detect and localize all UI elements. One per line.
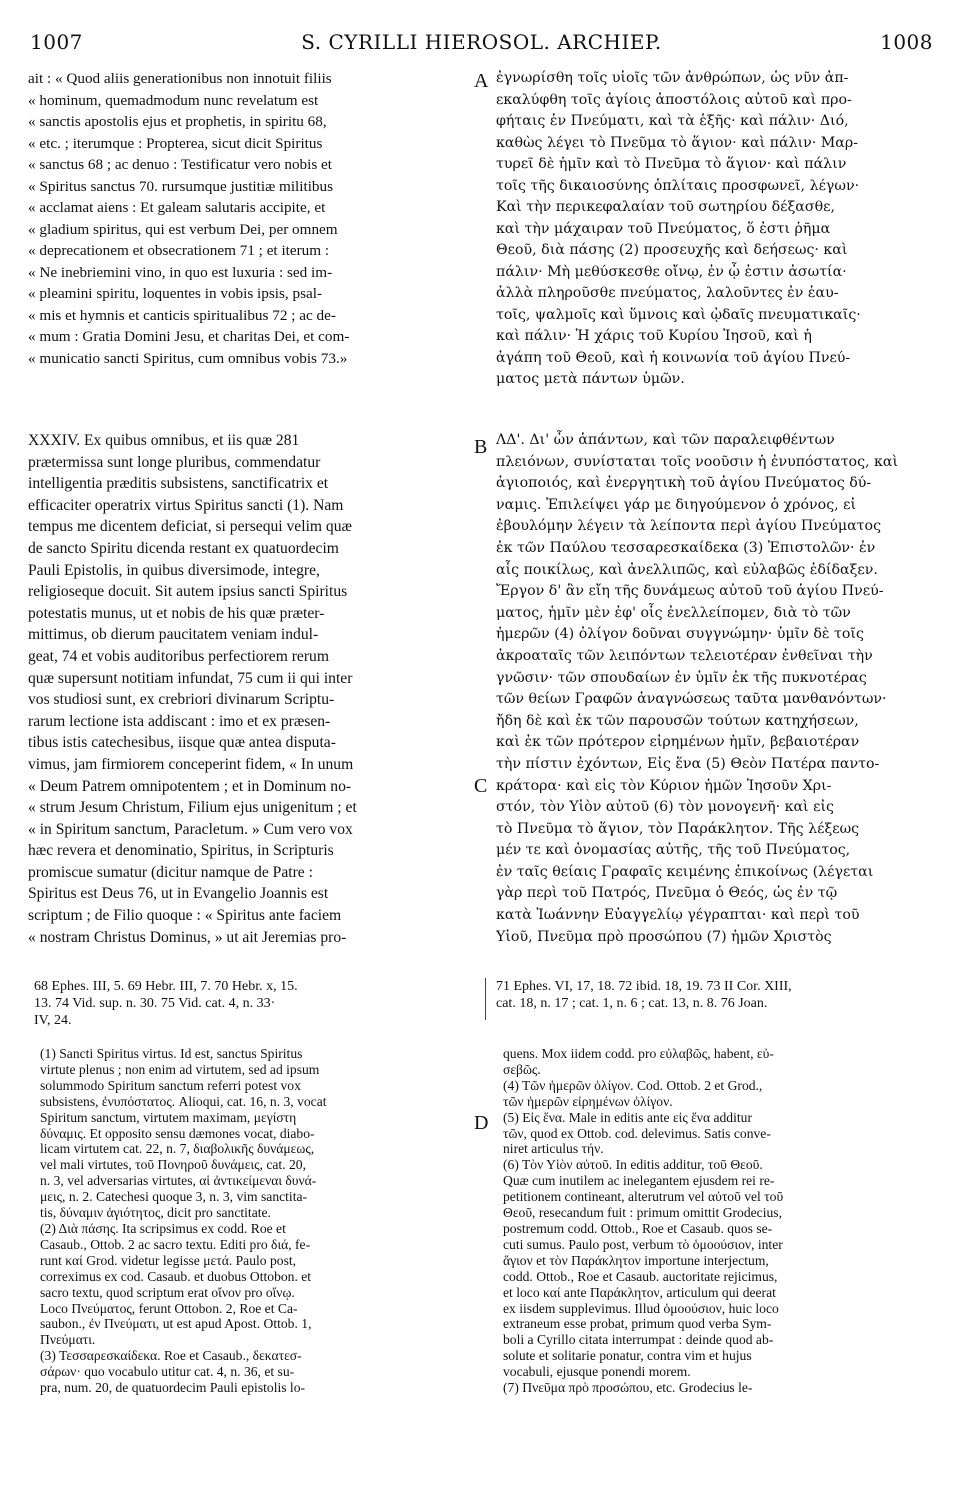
greek-column-top <box>496 68 936 391</box>
text-line: « mum : Gratia Domini Jesu, et charitas Dei, et com- <box>28 328 350 345</box>
text-line: « sanctis apostolis ejus et prophetis, in spiritu 68, <box>28 113 327 130</box>
text-line: μέν τε καὶ ὀνομασίας αὐτῆς, τῆς τοῦ Πνεύματος, <box>496 842 851 859</box>
text-line: καὶ πάλιν· Ἡ χάρις τοῦ Κυρίου Ἰησοῦ, καὶ ἡ <box>496 328 812 344</box>
footnote-line: correximus ex cod. Casaub. et duobus Ottobon. et <box>40 1268 312 1284</box>
text-line: ἐγνωρίσθη τοῖς υἱοῖς τῶν ἀνθρώπων, ὡς νῦν ἀπ- <box>496 70 849 86</box>
margin-letter-a: A <box>474 70 489 92</box>
text-line: τὴν πίστιν ἐχόντων, Εἰς ἕνα (5) Θεὸν Πατέρα παντο- <box>496 755 880 772</box>
footnote-line: extraneum esse probat, primum quod verba Sym- <box>503 1316 772 1332</box>
reference-line: IV, 24. <box>34 1013 72 1028</box>
reference-line: 13. 74 Vid. sup. n. 30. 75 Vid. cat. 4, n. 33· <box>34 996 276 1011</box>
text-line: XXXIV. Ex quibus omnibus, et iis quæ 281 <box>28 432 300 449</box>
footnote-line: niret articulus τήν. <box>503 1141 604 1157</box>
text-line: « sanctus 68 ; ac denuo : Testificatur vero nobis et <box>28 156 333 173</box>
footnote-line: vocabuli, ejusque ponendi morem. <box>503 1364 691 1380</box>
margin-letter-b: B <box>474 436 488 458</box>
footnote-line: petitionem contineant, alterutrum vel αὐτοῦ vel τοῦ <box>503 1189 784 1205</box>
text-line: « strum Jesum Christum, Filium ejus unigenitum ; et <box>28 799 357 817</box>
text-line: quæ supersunt notitiam infundat, 75 cum ii qui inter <box>28 669 353 687</box>
footnote-line: (1) Sancti Spiritus virtus. Id est, sanctus Spiritus <box>40 1046 303 1061</box>
text-line: « acclamat aiens : Et galeam salutaris accipite, et <box>28 199 326 216</box>
text-line: Pauli Epistolis, in quibus diversimode, integre, <box>28 561 320 579</box>
footnote-line: codd. Ottob., Roe et Casaub. auctoritate rejicimus, <box>503 1268 778 1284</box>
reference-line: cat. 18, n. 17 ; cat. 1, n. 6 ; cat. 13, n. 8. 76 Joan. <box>496 996 768 1011</box>
text-line: ματος, ἡμῖν μὲν ἐφ' οἷς ἐνελλείπομεν, διὰ τὸ τῶν <box>496 604 851 621</box>
footnote-line: et loco καί ante Παράκλητον, articulum qui deerat <box>503 1284 776 1300</box>
text-line: κατὰ Ἰωάννην Εὐαγγελίῳ γέγραπται· καὶ περὶ τοῦ <box>496 907 860 924</box>
text-line: ἁγιοποιός, καὶ ἐνεργητικὴ τοῦ ἁγίου Πνεύματος δύ- <box>496 475 872 492</box>
text-line: « mis et hymnis et canticis spiritualibus 72 ; ac de- <box>28 306 336 324</box>
text-line: promiscue sumatur (dicitur namque de Patre : <box>28 863 313 881</box>
margin-letter-d: D <box>474 1112 489 1134</box>
text-line: « etc. ; iterumque : Propterea, sicut dicit Spiritus <box>28 134 323 152</box>
text-line: Θεοῦ, διὰ πάσης (2) προσευχῆς καὶ δεήσεως· καὶ <box>496 242 848 258</box>
text-line: vos studiosi sunt, ex crebriori divinarum Scriptu- <box>28 691 335 709</box>
text-line: ait : « Quod aliis generationibus non innotuit filiis <box>28 70 332 87</box>
text-line: ἐβουλόμην λέγειν τὰ λείποντα περὶ ἁγίου Πνεύματος <box>496 518 882 535</box>
text-line: Ἔργον δ' ἂν εἴη τῆς δυνάμεως αὐτοῦ τοῦ ἁγίου Πνεύ- <box>496 583 884 600</box>
footnote-line: quens. Mox iidem codd. pro εὐλαβῶς, habent, εὐ- <box>503 1046 774 1061</box>
text-line: ἀλλὰ πληροῦσθε πνεύματος, λαλοῦντες ἐν ἑαυ- <box>496 285 839 301</box>
footnote-line: n. 3, vel adversarias virtutes, αἱ ἀντικείμεναι δυνά- <box>40 1173 317 1189</box>
text-line: Καὶ τὴν περικεφαλαίαν τοῦ σωτηρίου δέξασθε, <box>496 199 835 215</box>
text-line: prætermissa sunt longe pluribus, commendatur <box>28 453 321 471</box>
footnote-line: sacro textu, quod scriptum erat οἴνον pro οἴνῳ. <box>40 1284 295 1300</box>
footnote-line: licam virtutem cat. 22, n. 7, διαβολικῆς δυνάμεως, <box>40 1141 315 1157</box>
text-line: γνῶσιν· τῶν σπουδαίων ἐν ὑμῖν ἐκ τῆς πυκνοτέρας <box>496 669 867 686</box>
text-line: εκαλύφθη τοῖς ἁγίοις ἀποστόλοις αὐτοῦ καὶ προ- <box>496 91 852 108</box>
footnote-line: Casaub., Ottob. 2 ac sacro textu. Editi pro διά, fe- <box>40 1236 311 1252</box>
reference-line: 68 Ephes. III, 5. 69 Hebr. III, 7. 70 Hebr. x, 15. <box>34 979 298 994</box>
footnote-line: (2) Διὰ πάσης. Ita scripsimus ex codd. Roe et <box>40 1220 286 1236</box>
footnote-line: ex iisdem supplevimus. Illud ὁμοούσιον, huic loco <box>503 1300 779 1316</box>
text-line: Spiritus est Deus 76, ut in Evangelio Joannis est <box>28 885 329 903</box>
footnote-line: Spiritum sanctum, virtutem maximam, μεγίστη <box>40 1109 297 1125</box>
footnote-line: ἅγιον et τὸν Παράκλητον importune interjectum, <box>503 1252 769 1268</box>
page-number-right: 1008 <box>880 30 933 54</box>
footnote-line: τῶν ἡμερῶν εἰρημένων ὀλίγον. <box>503 1093 673 1109</box>
text-line: religioseque docuit. Sit autem ipsius sancti Spiritus <box>28 583 348 601</box>
footnote-line: (6) Τὸν Υἱὸν αὐτοῦ. In editis additur, τοῦ Θεοῦ. <box>503 1157 763 1173</box>
text-line: γὰρ περὶ τοῦ Πατρός, Πνεῦμα ὁ Θεός, ὡς ἐν τῷ <box>496 885 838 902</box>
footnote-line: δύναμις. Et opposito sensu dæmones vocat, diabo- <box>40 1125 315 1141</box>
text-line: στόν, τὸν Υἱὸν αὐτοῦ (6) τὸν μονογενῆ· καὶ εἰς <box>496 799 834 816</box>
text-line: τῶν θείων Γραφῶν ἀναγνώσεως ταῦτα μανθανόντων· <box>496 691 887 708</box>
text-line: τοῖς τῆς δικαιοσύνης ὁπλίταις προσφωνεῖ, λέγων· <box>496 177 860 194</box>
text-line: ἀγάπη τοῦ Θεοῦ, καὶ ἡ κοινωνία τοῦ ἁγίου Πνεύ- <box>496 349 851 366</box>
text-line: potestatis munus, ut et nobis de his quæ præter- <box>28 604 325 622</box>
latin-column-main <box>28 430 468 948</box>
footnote-line: Θεοῦ, resecandum fuit : primum omittit Grodecius, <box>503 1205 782 1221</box>
text-line: vimus, jam firmiorem conceperint fidem, « In unum <box>28 755 354 773</box>
text-line: mittimus, ob dierum paucitatem veniam indul- <box>28 626 319 644</box>
text-line: intelligentia præditis subsistens, sanctificatrix et <box>28 475 329 493</box>
text-line: tempus me dicentem deficiat, si persequi velim quæ <box>28 518 352 536</box>
page-number-left: 1007 <box>30 30 83 54</box>
footnote-line: Πνεύματι. <box>40 1332 96 1348</box>
footnote-line: μεις, n. 2. Catechesi quoque 3, n. 3, vim sanctita- <box>40 1189 308 1205</box>
text-line: τυρεῖ δὲ ἡμῖν καὶ τὸ Πνεῦμα τὸ ἅγιον· καὶ πάλιν <box>496 156 847 172</box>
text-line: rarum lectione ista addiscant : imo et ex præsen- <box>28 712 331 730</box>
text-line: « in Spiritum sanctum, Paracletum. » Cum vero vox <box>28 820 353 838</box>
footnote-line: σεβῶς. <box>503 1061 541 1077</box>
text-line: ἤδη δὲ καὶ ἐκ τῶν παρουσῶν τούτων κατηχήσεων, <box>496 712 859 729</box>
footnote-line: vel mali virtutes, τοῦ Πονηροῦ δυνάμεις, cat. 20, <box>40 1157 306 1173</box>
footnote-line: solummodo Spiritum sanctum referri potest vox <box>40 1077 301 1093</box>
text-line: πάλιν· Μὴ μεθύσκεσθε οἴνῳ, ἐν ᾧ ἐστιν ἀσωτία· <box>496 263 847 280</box>
latin-column-top <box>28 68 468 369</box>
text-line: καὶ τὴν μάχαιραν τοῦ Πνεύματος, ὅ ἐστι ῥῆμα <box>496 220 831 237</box>
text-line: φήταις ἐν Πνεύματι, καὶ τὰ ἑξῆς· καὶ πάλιν· Διό, <box>496 113 849 129</box>
text-line: efficaciter operatrix virtus Spiritus sancti (1). Nam <box>28 496 344 514</box>
text-line: τοῖς, ψαλμοῖς καὶ ὕμνοις καὶ ᾠδαῖς πνευματικαῖς· <box>496 306 861 323</box>
references-left <box>34 978 474 1029</box>
footnote-line: subsistens, ἐνυπόστατος. Alioqui, cat. 16, n. 3, vocat <box>40 1093 327 1109</box>
text-line: « nostram Christus Dominus, » ut ait Jeremias pro- <box>28 928 347 946</box>
text-line: ΛΔ'. Δι' ὧν ἁπάντων, καὶ τῶν παραλειφθέντων <box>496 432 835 448</box>
text-line: « municatio sancti Spiritus, cum omnibus vobis 73.» <box>28 349 348 367</box>
text-line: geat, 74 et vobis auditoribus perfectiorem rerum <box>28 647 329 665</box>
margin-letter-c: C <box>474 775 488 797</box>
text-line: κράτορα· καὶ εἰς τὸν Κύριον ἡμῶν Ἰησοῦν Χρι- <box>496 777 832 794</box>
references-divider <box>485 978 486 1020</box>
text-line: τὸ Πνεῦμα τὸ ἅγιον, τὸν Παράκλητον. Τῆς λέξεως <box>496 820 860 837</box>
text-line: hæc revera et denominatio, Spiritus, in Scripturis <box>28 842 334 860</box>
text-line: « pleamini spiritu, loquentes in vobis ipsis, psal- <box>28 285 323 302</box>
footnotes-left <box>40 1046 470 1396</box>
footnotes-right <box>503 1046 933 1396</box>
text-line: scriptum ; de Filio quoque : « Spiritus ante faciem <box>28 907 342 925</box>
text-line: ἡμερῶν (4) ὀλίγον δοῦναι συγγνώμην· ὑμῖν δὲ τοῖς <box>496 626 864 643</box>
text-line: ναμις. Ἐπιλείψει γάρ με διηγούμενον ὁ χρόνος, εἰ <box>496 496 857 513</box>
text-line: Υἱοῦ, Πνεῦμα πρὸ προσώπου (7) ἡμῶν Χριστὸς <box>496 928 832 945</box>
footnote-line: boli a Cyrillo citata interrumpat : deinde quod ab- <box>503 1332 774 1348</box>
footnote-line: runt καί Grod. videtur legisse μετά. Paulo post, <box>40 1252 297 1268</box>
text-line: καθὼς λέγει τὸ Πνεῦμα τὸ ἅγιον· καὶ πάλιν· Μαρ- <box>496 134 859 151</box>
text-line: πλειόνων, συνίσταται τοῖς νοοῦσιν ἡ ἐνυπόστατος, καὶ <box>496 453 899 470</box>
text-line: de sancto Spiritu dicenda restant ex quatuordecim <box>28 539 339 557</box>
text-line: « deprecationem et obsecrationem 71 ; et iterum : <box>28 242 330 259</box>
text-line: αἷς ποικίλως, καὶ ἀνελλιπῶς, καὶ εὐλαβῶς ἐδίδαξεν. <box>496 561 878 578</box>
text-line: ἐκ τῶν Παύλου τεσσαρεσκαίδεκα (3) Ἐπιστολῶν· ἐν <box>496 539 876 556</box>
footnote-line: virtute plenus ; non enim ad virtutem, sed ad ipsum <box>40 1061 320 1077</box>
footnote-line: τῶν, quod ex Ottob. cod. delevimus. Satis conve- <box>503 1125 771 1141</box>
running-title: S. CYRILLI HIEROSOL. ARCHIEP. <box>301 30 662 54</box>
footnote-line: Quæ cum inutilem ac inelegantem ejusdem rei re- <box>503 1173 775 1189</box>
footnote-line: σάρων· quo vocabulo utitur cat. 4, n. 36, et su- <box>40 1364 295 1380</box>
text-line: καὶ ἐκ τῶν πρότερον εἰρημένων ἡμῖν, βεβαιοτέραν <box>496 734 860 751</box>
text-line: ἐν ταῖς θείαις Γραφαῖς κειμένης ἐπικοίνως (λέγεται <box>496 863 874 880</box>
reference-line: 71 Ephes. VI, 17, 18. 72 ibid. 18, 19. 73 II Cor. XIII, <box>496 979 792 994</box>
references-right <box>496 978 936 1012</box>
footnote-line: tis, δύναμιν ἁγιότητος, dicit pro sanctitate. <box>40 1205 271 1221</box>
footnote-line: saubon., ἐν Πνεύματι, ut est apud Apost. Ottob. 1, <box>40 1316 312 1332</box>
footnote-line: cuti sumus. Paulo post, verbum τὸ ὁμοούσιον, inter <box>503 1236 783 1252</box>
footnote-line: (7) Πνεῦμα πρὸ προσώπου, etc. Grodecius le- <box>503 1380 753 1396</box>
text-line: « Ne inebriemini vino, in quo est luxuria : sed im- <box>28 263 333 281</box>
text-line: « hominum, quemadmodum nunc revelatum est <box>28 91 319 109</box>
text-line: « gladium spiritus, qui est verbum Dei, per omnem <box>28 220 338 238</box>
text-line: « Spiritus sanctus 70. rursumque justitiæ militibus <box>28 177 334 195</box>
footnote-line: Loco Πνεύματος, ferunt Ottobon. 2, Roe et Ca- <box>40 1300 298 1316</box>
footnote-line: solute et solitarie ponatur, contra vim et hujus <box>503 1348 752 1364</box>
text-line: ἀκροαταῖς τῶν λειπόντων τελειοτέραν ἐνθεῖναι τὴν <box>496 647 873 664</box>
footnote-line: (5) Εἰς ἕνα. Male in editis ante εἰς ἕνα additur <box>503 1109 752 1125</box>
footnote-line: pra, num. 20, de quatuordecim Pauli epistolis lo- <box>40 1380 306 1396</box>
text-line: tibus istis catechesibus, iisque quæ antea disputa- <box>28 734 336 752</box>
footnote-line: postremum codd. Ottob., Roe et Casaub. quos se- <box>503 1220 773 1236</box>
greek-column-main <box>496 430 936 948</box>
footnote-line: (4) Τῶν ἡμερῶν ὀλίγον. Cod. Ottob. 2 et Grod., <box>503 1077 763 1093</box>
footnote-line: (3) Τεσσαρεσκαίδεκα. Roe et Casaub., δεκατεσ- <box>40 1348 302 1364</box>
text-line: ματος μετὰ πάντων ὑμῶν. <box>496 371 685 387</box>
text-line: « Deum Patrem omnipotentem ; et in Dominum no- <box>28 777 352 795</box>
